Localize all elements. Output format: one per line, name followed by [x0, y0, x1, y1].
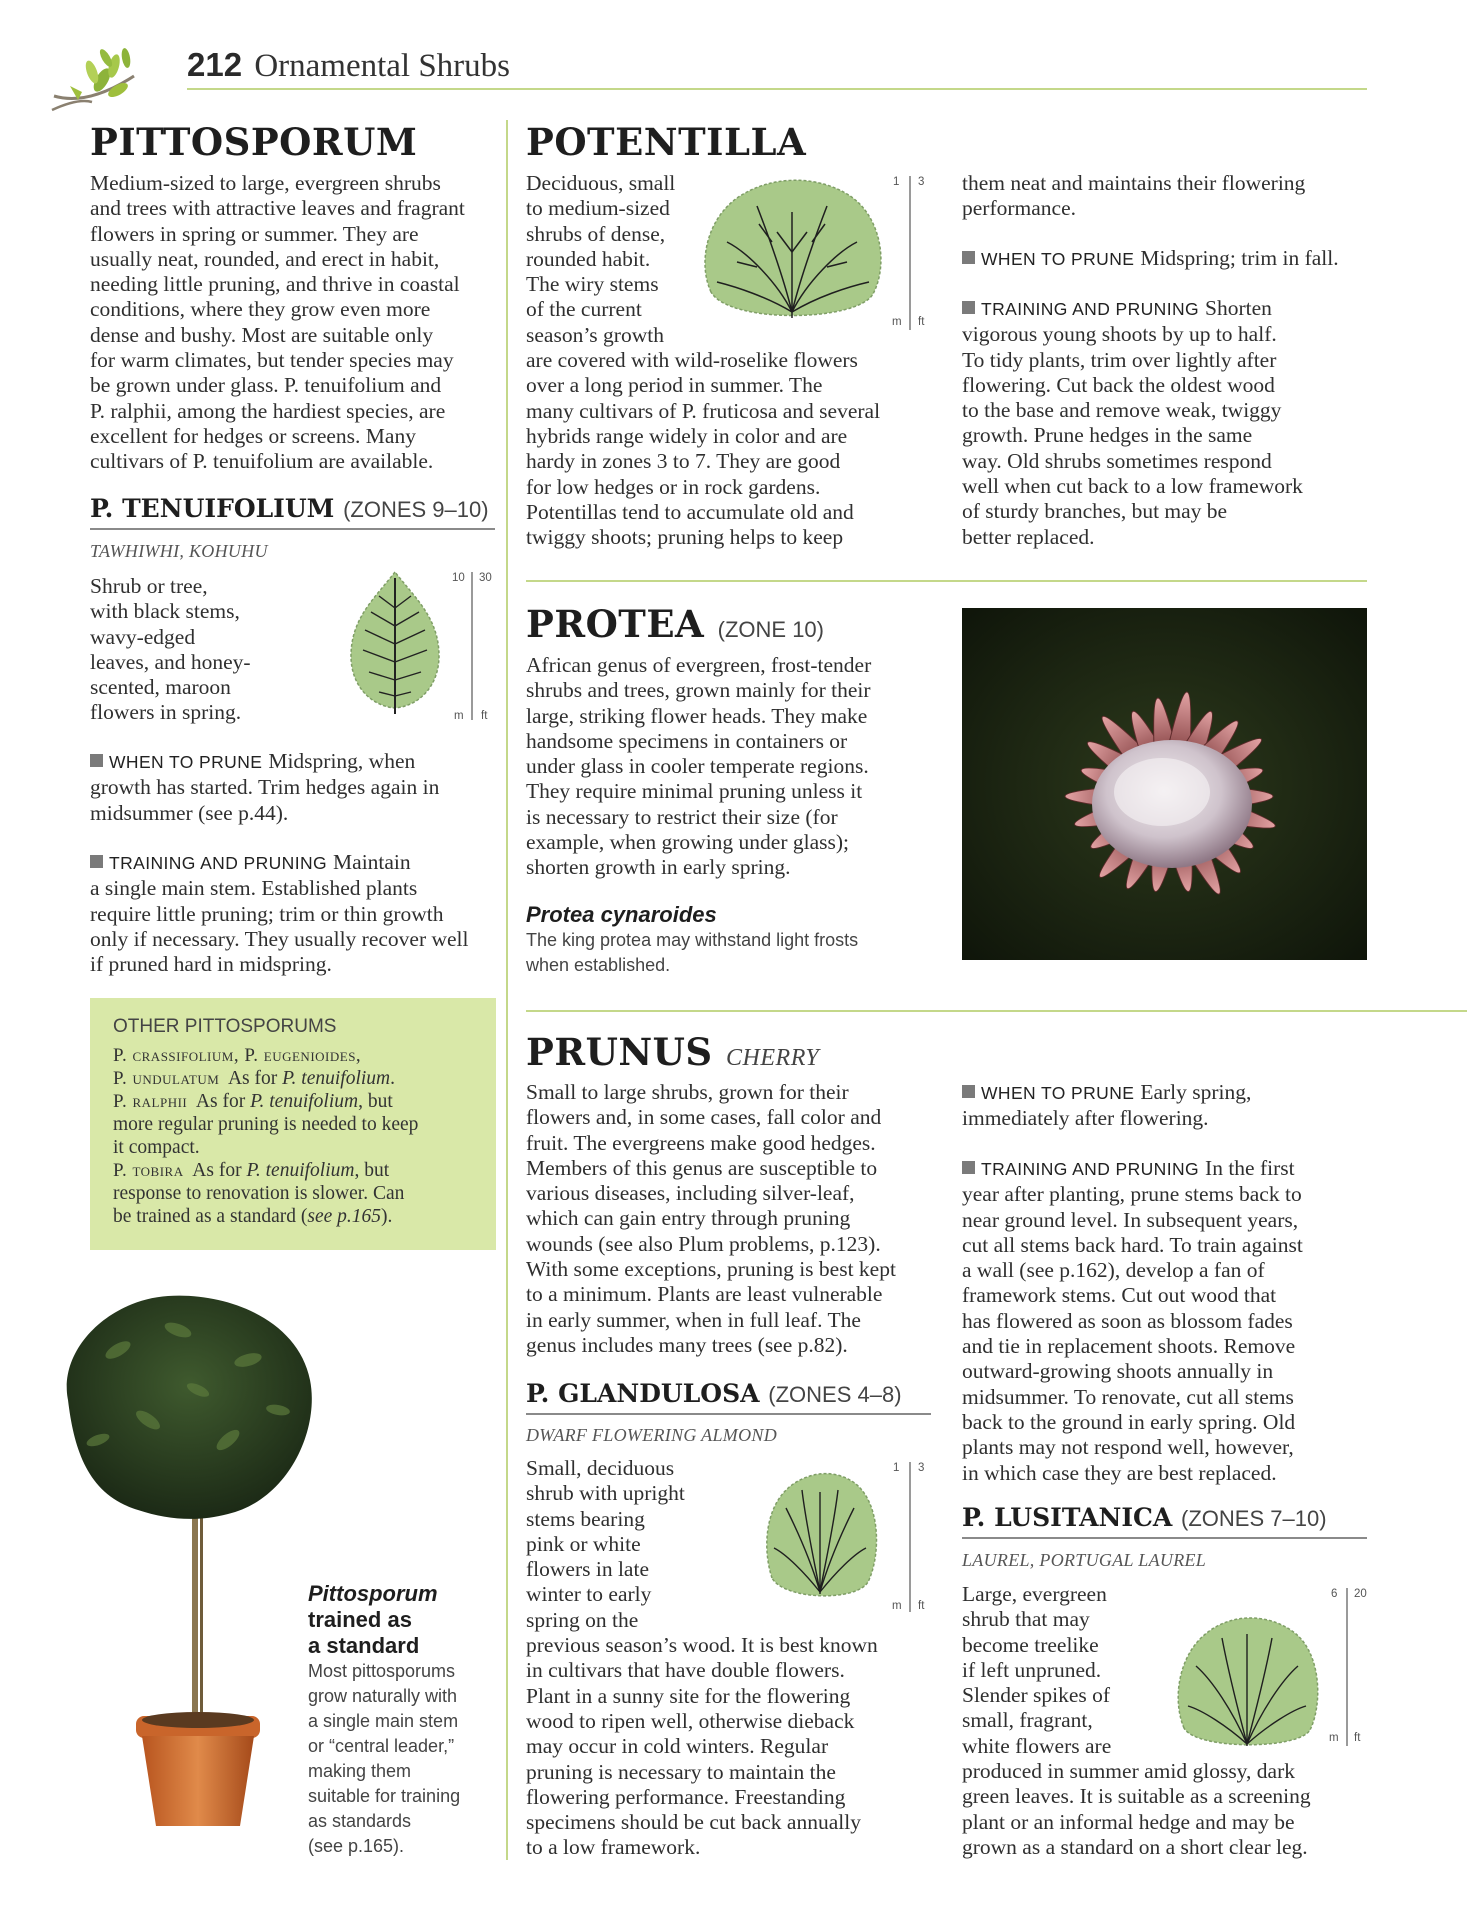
- lusitanica-text: [962, 1582, 1372, 1860]
- text-line: growth. Prune hedges in the same: [962, 423, 1253, 448]
- scale-unit-ft: ft: [481, 710, 488, 722]
- caption-title: a standard: [308, 1633, 420, 1658]
- text-line: Large, evergreen: [962, 1582, 1107, 1606]
- text-line: a wall (see p.162), develop a fan of: [962, 1258, 1265, 1283]
- text-line: scented, maroon: [90, 675, 231, 700]
- text-line: shrubs of dense,: [526, 221, 666, 246]
- text-line: immediately after flowering.: [962, 1106, 1209, 1131]
- prunus-training: [962, 1156, 1372, 1486]
- section-rule: [526, 1010, 1467, 1012]
- box-line: response to renovation is slower. Can: [113, 1183, 405, 1204]
- zone-range: (ZONE 10): [717, 617, 824, 642]
- text-line: wounds (see also Plum problems, p.123).: [526, 1231, 881, 1256]
- square-bullet-icon: [962, 1085, 975, 1098]
- protea-photo: [962, 608, 1367, 960]
- species-name: P. LUSITANICA: [962, 1503, 1173, 1532]
- text-line: To tidy plants, trim over lightly after: [962, 347, 1277, 372]
- text-line: may occur in cold winters. Regular: [526, 1734, 829, 1759]
- caption-line: grow naturally with: [308, 1686, 458, 1706]
- text-line: usually neat, rounded, and erect in habit,: [90, 246, 440, 271]
- text-line: shrubs and trees, grown mainly for their: [526, 678, 871, 703]
- text-line: dense and bushy. Most are suitable only: [90, 322, 434, 347]
- text-line: Potentillas tend to accumulate old and: [526, 499, 854, 524]
- text-line: if left unpruned.: [962, 1657, 1102, 1682]
- text-line: produced in summer amid glossy, dark: [962, 1759, 1295, 1784]
- text-line: needing little pruning, and thrive in coastal: [90, 272, 460, 297]
- tenuifolium-training: [90, 850, 500, 977]
- text-line: Maintain: [333, 850, 411, 874]
- zone-range: (ZONES 7–10): [1181, 1506, 1327, 1531]
- text-line: in cultivars that have double flowers.: [526, 1658, 845, 1683]
- text-line: African genus of evergreen, frost-tender: [526, 653, 872, 677]
- text-line: green leaves. It is suitable as a screening: [962, 1784, 1311, 1809]
- text-line: to a minimum. Plants are least vulnerable: [526, 1282, 883, 1307]
- text-line: framework stems. Cut out wood that: [962, 1283, 1277, 1308]
- text-line: Midspring; trim in fall.: [1140, 246, 1339, 270]
- text-line: Small, deciduous: [526, 1456, 675, 1480]
- protea-text: [526, 653, 936, 881]
- text-line: to medium-sized: [526, 196, 670, 221]
- scale-top-m: 10: [452, 572, 465, 584]
- text-line: Early spring,: [1140, 1080, 1252, 1104]
- text-line: shorten growth in early spring.: [526, 855, 791, 880]
- species-heading-tenuifolium: [90, 494, 489, 523]
- scale-top-m: 6: [1331, 1588, 1338, 1600]
- scale-unit-ft: ft: [918, 316, 925, 328]
- text-line: With some exceptions, pruning is best kept: [526, 1257, 896, 1282]
- page-header: [187, 46, 510, 85]
- scale-unit-ft: ft: [1354, 1732, 1361, 1744]
- text-line: winter to early: [526, 1582, 652, 1607]
- text-line: hybrids range widely in color and are: [526, 423, 848, 448]
- text-line: in early summer, when in full leaf. The: [526, 1307, 861, 1332]
- text-line: Members of this genus are susceptible to: [526, 1155, 878, 1180]
- caption-line: The king protea may withstand light frosts: [526, 930, 859, 950]
- text-line: and tie in replacement shoots. Remove: [962, 1334, 1296, 1359]
- text-line: flowering performance. Freestanding: [526, 1784, 846, 1809]
- square-bullet-icon: [90, 754, 103, 767]
- text-line: Shorten: [1205, 296, 1272, 320]
- caption-title: Pittosporum: [308, 1581, 438, 1606]
- text-line: genus includes many trees (see p.82).: [526, 1332, 848, 1357]
- genus-title-pittosporum: PITTOSPORUM: [90, 120, 418, 164]
- text-line: them neat and maintains their flowering: [962, 171, 1306, 195]
- species-name: P. GLANDULOSA: [526, 1379, 760, 1408]
- square-bullet-icon: [962, 1161, 975, 1174]
- text-line: become treelike: [962, 1632, 1099, 1657]
- scale-unit-m: m: [454, 710, 464, 722]
- zone-range: (ZONES 4–8): [768, 1382, 902, 1407]
- text-line: back to the ground in early spring. Old: [962, 1409, 1296, 1434]
- leaf-silhouette-icon: [345, 568, 445, 718]
- text-line: They require minimal pruning unless it: [526, 779, 863, 804]
- scale-top-ft: 3: [918, 176, 925, 188]
- text-line: of the current: [526, 297, 642, 322]
- text-line: only if necessary. They usually recover well: [90, 926, 469, 951]
- text-line: previous season’s wood. It is best known: [526, 1633, 878, 1658]
- caption-line: making them: [308, 1761, 412, 1781]
- potentilla-text-continued: [962, 171, 1372, 222]
- text-line: fruit. The evergreens make good hedges.: [526, 1130, 876, 1155]
- text-line: plant or an informal hedge and may be: [962, 1809, 1295, 1834]
- common-names: TAWHIWHI, KOHUHU: [90, 541, 268, 561]
- genus-title-protea: [526, 602, 824, 646]
- text-line: handsome specimens in containers or: [526, 728, 848, 753]
- text-line: under glass in cooler temperate regions.: [526, 754, 869, 779]
- text-line: to the base and remove weak, twiggy: [962, 398, 1282, 423]
- label-training-and-pruning: TRAINING AND PRUNING: [981, 299, 1200, 319]
- box-line: P. undulatum As for P. tenuifolium.: [113, 1068, 395, 1089]
- text-line: midsummer. To renovate, cut all stems: [962, 1384, 1294, 1409]
- box-line: it compact.: [113, 1137, 200, 1158]
- potentilla-training: [962, 296, 1372, 550]
- prunus-when-to-prune: [962, 1080, 1372, 1132]
- square-bullet-icon: [962, 301, 975, 314]
- text-line: In the first: [1205, 1156, 1295, 1180]
- genus-title-potentilla: POTENTILLA: [526, 120, 807, 164]
- header-rule: [187, 88, 1367, 90]
- text-line: Midspring, when: [268, 749, 416, 773]
- species-name: P. TENUIFOLIUM: [90, 494, 335, 523]
- text-line: wavy-edged: [90, 624, 196, 649]
- scale-unit-m: m: [1329, 1732, 1339, 1744]
- tenuifolium-description: [90, 574, 290, 726]
- scale-unit-ft: ft: [918, 1600, 925, 1612]
- scale-top-ft: 30: [479, 572, 492, 584]
- text-line: for low hedges or in rock gardens.: [526, 474, 821, 499]
- common-names: LAUREL, PORTUGAL LAUREL: [962, 1550, 1207, 1570]
- common-name: CHERRY: [726, 1045, 820, 1071]
- text-line: P. ralphii, among the hardiest species, are: [90, 398, 446, 423]
- text-line: excellent for hedges or screens. Many: [90, 423, 416, 448]
- text-line: stems bearing: [526, 1506, 645, 1531]
- caption-line: suitable for training: [308, 1786, 461, 1806]
- text-line: are covered with wild-roselike flowers: [526, 348, 858, 373]
- text-line: many cultivars of P. fruticosa and several: [526, 398, 881, 423]
- text-line: shrub that may: [962, 1607, 1090, 1632]
- text-line: flowers in spring.: [90, 700, 242, 725]
- height-scale-bar: [471, 572, 473, 720]
- text-line: has flowered as soon as blossom fades: [962, 1308, 1293, 1333]
- genus-name: PROTEA: [526, 602, 705, 646]
- text-line: cultivars of P. tenuifolium are available.: [90, 449, 434, 474]
- label-when-to-prune: WHEN TO PRUNE: [109, 752, 263, 772]
- box-line: be trained as a standard (see p.165).: [113, 1206, 393, 1227]
- text-line: year after planting, prune stems back to: [962, 1182, 1302, 1207]
- text-line: if pruned hard in midspring.: [90, 952, 332, 977]
- text-line: hardy in zones 3 to 7. They are good: [526, 449, 841, 474]
- square-bullet-icon: [90, 855, 103, 868]
- text-line: outward-growing shoots annually in: [962, 1359, 1274, 1384]
- text-line: near ground level. In subsequent years,: [962, 1207, 1299, 1232]
- text-line: example, when growing under glass);: [526, 830, 850, 855]
- text-line: over a long period in summer. The: [526, 373, 823, 398]
- box-line: P. ralphii As for P. tenuifolium, but: [113, 1091, 393, 1112]
- caption-line: or “central leader,”: [308, 1736, 455, 1756]
- caption-line: a single main stem: [308, 1711, 459, 1731]
- text-line: flowering. Cut back the oldest wood: [962, 372, 1275, 397]
- text-line: better replaced.: [962, 524, 1095, 549]
- species-heading-lusitanica: [962, 1503, 1327, 1532]
- text-line: various diseases, including silver-leaf,: [526, 1181, 855, 1206]
- text-line: with black stems,: [90, 599, 240, 624]
- pittosporum-photo-caption: [308, 1581, 498, 1859]
- box-line: P. crassifolium, P. eugenioides,: [113, 1045, 362, 1066]
- text-line: vigorous young shoots by up to half.: [962, 322, 1277, 347]
- species-rule: [526, 1413, 931, 1415]
- text-line: well when cut back to a low framework: [962, 474, 1303, 499]
- text-line: wood to ripen well, otherwise dieback: [526, 1708, 855, 1733]
- species-rule: [90, 528, 495, 530]
- text-line: flowers in late: [526, 1557, 649, 1582]
- scale-unit-m: m: [892, 1600, 902, 1612]
- text-line: season’s growth: [526, 322, 664, 347]
- square-bullet-icon: [962, 251, 975, 264]
- genus-name: PRUNUS: [526, 1030, 713, 1074]
- text-line: white flowers are: [962, 1733, 1112, 1758]
- label-training-and-pruning: TRAINING AND PRUNING: [981, 1159, 1200, 1179]
- genus-title-prunus: [526, 1030, 819, 1074]
- section-rule: [526, 580, 1367, 582]
- glandulosa-text: [526, 1456, 946, 1861]
- text-line: specimens should be cut back annually: [526, 1810, 861, 1835]
- text-line: Deciduous, small: [526, 171, 676, 195]
- pittosporum-standard-photo: [58, 1290, 318, 1830]
- text-line: Slender spikes of: [962, 1683, 1111, 1708]
- common-names: DWARF FLOWERING ALMOND: [526, 1425, 777, 1445]
- caption-line: when established.: [526, 955, 671, 975]
- text-line: cut all stems back hard. To train against: [962, 1232, 1303, 1257]
- text-line: pink or white: [526, 1531, 641, 1556]
- text-line: flowers in spring or summer. They are: [90, 221, 419, 246]
- page-number: 212: [187, 46, 243, 83]
- text-line: of sturdy branches, but may be: [962, 499, 1228, 524]
- box-body: [113, 1044, 483, 1228]
- text-line: and trees with attractive leaves and fragrant: [90, 196, 465, 221]
- text-line: for warm climates, but tender species may: [90, 348, 454, 373]
- text-line: flowers and, in some cases, fall color and: [526, 1105, 882, 1130]
- text-line: large, striking flower heads. They make: [526, 703, 868, 728]
- text-line: require little pruning; trim or thin growth: [90, 901, 444, 926]
- tenuifolium-when-to-prune: [90, 749, 500, 826]
- potentilla-text: [526, 171, 936, 550]
- caption-line: (see p.165).: [308, 1836, 405, 1856]
- box-heading: OTHER PITTOSPORUMS: [113, 1016, 337, 1037]
- text-line: The wiry stems: [526, 272, 659, 297]
- text-line: twiggy shoots; pruning helps to keep: [526, 525, 844, 550]
- text-line: pruning is necessary to maintain the: [526, 1759, 836, 1784]
- text-line: Medium-sized to large, evergreen shrubs: [90, 171, 441, 195]
- text-line: be grown under glass. P. tenuifolium and: [90, 373, 442, 398]
- text-line: leaves, and honey-: [90, 649, 251, 674]
- caption-line: Most pittosporums: [308, 1661, 456, 1681]
- protea-caption: [526, 928, 946, 978]
- text-line: performance.: [962, 196, 1076, 221]
- text-line: Small to large shrubs, grown for their: [526, 1080, 849, 1104]
- text-line: small, fragrant,: [962, 1708, 1093, 1733]
- text-line: Plant in a sunny site for the flowering: [526, 1683, 851, 1708]
- text-line: spring on the: [526, 1607, 639, 1632]
- text-line: grown as a standard on a short clear leg.: [962, 1834, 1308, 1859]
- scale-top-m: 1: [893, 1462, 900, 1474]
- text-line: is necessary to restrict their size (for: [526, 804, 838, 829]
- scale-top-ft: 20: [1354, 1588, 1367, 1600]
- label-when-to-prune: WHEN TO PRUNE: [981, 1083, 1135, 1103]
- text-line: to a low framework.: [526, 1835, 701, 1860]
- box-line: more regular pruning is needed to keep: [113, 1114, 419, 1135]
- text-line: conditions, where they grow even more: [90, 297, 431, 322]
- caption-line: as standards: [308, 1811, 412, 1831]
- potentilla-when-to-prune: [962, 246, 1372, 272]
- text-line: Shrub or tree,: [90, 574, 208, 598]
- prunus-text: [526, 1080, 946, 1358]
- text-line: growth has started. Trim hedges again in: [90, 775, 440, 800]
- caption-title: trained as: [308, 1607, 412, 1632]
- protea-caption-title: Protea cynaroides: [526, 902, 717, 927]
- scale-unit-m: m: [892, 316, 902, 328]
- text-line: plants may not respond well, however,: [962, 1435, 1294, 1460]
- text-line: in which case they are best replaced.: [962, 1460, 1277, 1485]
- text-line: way. Old shrubs sometimes respond: [962, 448, 1272, 473]
- column-divider: [506, 120, 508, 1860]
- scale-top-m: 1: [893, 176, 900, 188]
- section-title: Ornamental Shrubs: [254, 48, 511, 84]
- pittosporum-intro: [90, 171, 500, 475]
- label-training-and-pruning: TRAINING AND PRUNING: [109, 853, 328, 873]
- scale-top-ft: 3: [918, 1462, 925, 1474]
- other-pittosporums-box: [90, 998, 496, 1250]
- label-when-to-prune: WHEN TO PRUNE: [981, 249, 1135, 269]
- text-line: shrub with upright: [526, 1481, 685, 1506]
- zone-range: (ZONES 9–10): [343, 497, 489, 522]
- text-line: rounded habit.: [526, 246, 651, 271]
- text-line: which can gain entry through pruning: [526, 1206, 851, 1231]
- box-line: P. tobira As for P. tenuifolium, but: [113, 1160, 390, 1181]
- species-heading-glandulosa: [526, 1379, 902, 1408]
- header-ornament-icon: [48, 36, 140, 124]
- species-rule: [962, 1537, 1367, 1539]
- text-line: a single main stem. Established plants: [90, 876, 418, 901]
- text-line: midsummer (see p.44).: [90, 800, 289, 825]
